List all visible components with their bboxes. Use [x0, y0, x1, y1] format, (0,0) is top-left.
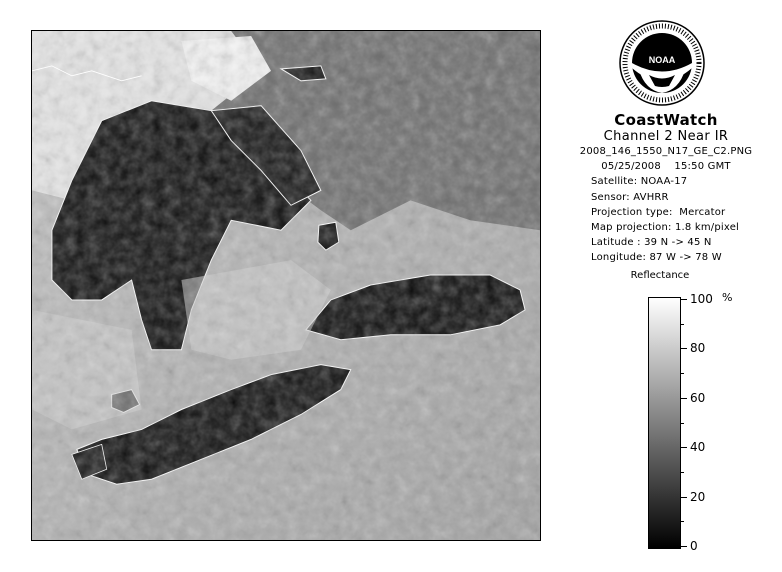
- reflectance-colorbar: [648, 297, 681, 549]
- colorbar-tick-label: 40: [690, 440, 706, 455]
- colorbar-tick: [681, 546, 687, 547]
- projection-type-text: Projection type: Mercator: [591, 206, 726, 218]
- latitude-text: Latitude : 39 N -> 45 N: [591, 237, 712, 249]
- colorbar-tick-label: 20: [690, 489, 706, 504]
- datetime-text: 05/25/2008 15:50 GMT: [601, 161, 731, 173]
- colorbar-tick: [681, 398, 687, 399]
- colorbar-tick: [681, 447, 687, 448]
- noaa-logo: [619, 20, 705, 106]
- product-title: CoastWatch: [614, 111, 718, 129]
- colorbar-minor-tick: [681, 521, 684, 522]
- satellite-map: [31, 30, 541, 541]
- filename-text: 2008_146_1550_N17_GE_C2.PNG: [579, 146, 753, 157]
- info-panel: [556, 112, 776, 266]
- satellite-text: Satellite: NOAA-17: [591, 176, 688, 188]
- map-projection-text: Map projection: 1.8 km/pixel: [591, 222, 740, 234]
- noaa-logo-text: NOAA: [648, 55, 676, 65]
- longitude-text: Longitude: 87 W -> 78 W: [591, 252, 722, 264]
- colorbar-tick: [681, 348, 687, 349]
- colorbar-minor-tick: [681, 373, 684, 374]
- channel-subtitle: Channel 2 Near IR: [603, 129, 729, 144]
- sensor-text: Sensor: AVHRR: [591, 191, 669, 203]
- colorbar-tick-label: 0: [690, 539, 698, 553]
- colorbar-tick-label: 80: [690, 341, 706, 356]
- satellite-image: [32, 31, 540, 540]
- legend-unit: %: [722, 291, 733, 304]
- colorbar-minor-tick: [681, 472, 684, 473]
- colorbar-minor-tick: [681, 423, 684, 424]
- colorbar-tick-label: 100: [690, 292, 713, 306]
- legend-title: Reflectance: [630, 270, 690, 281]
- colorbar-tick-label: 60: [690, 390, 706, 405]
- colorbar-tick: [681, 497, 687, 498]
- colorbar-minor-tick: [681, 324, 684, 325]
- colorbar-tick: [681, 299, 687, 300]
